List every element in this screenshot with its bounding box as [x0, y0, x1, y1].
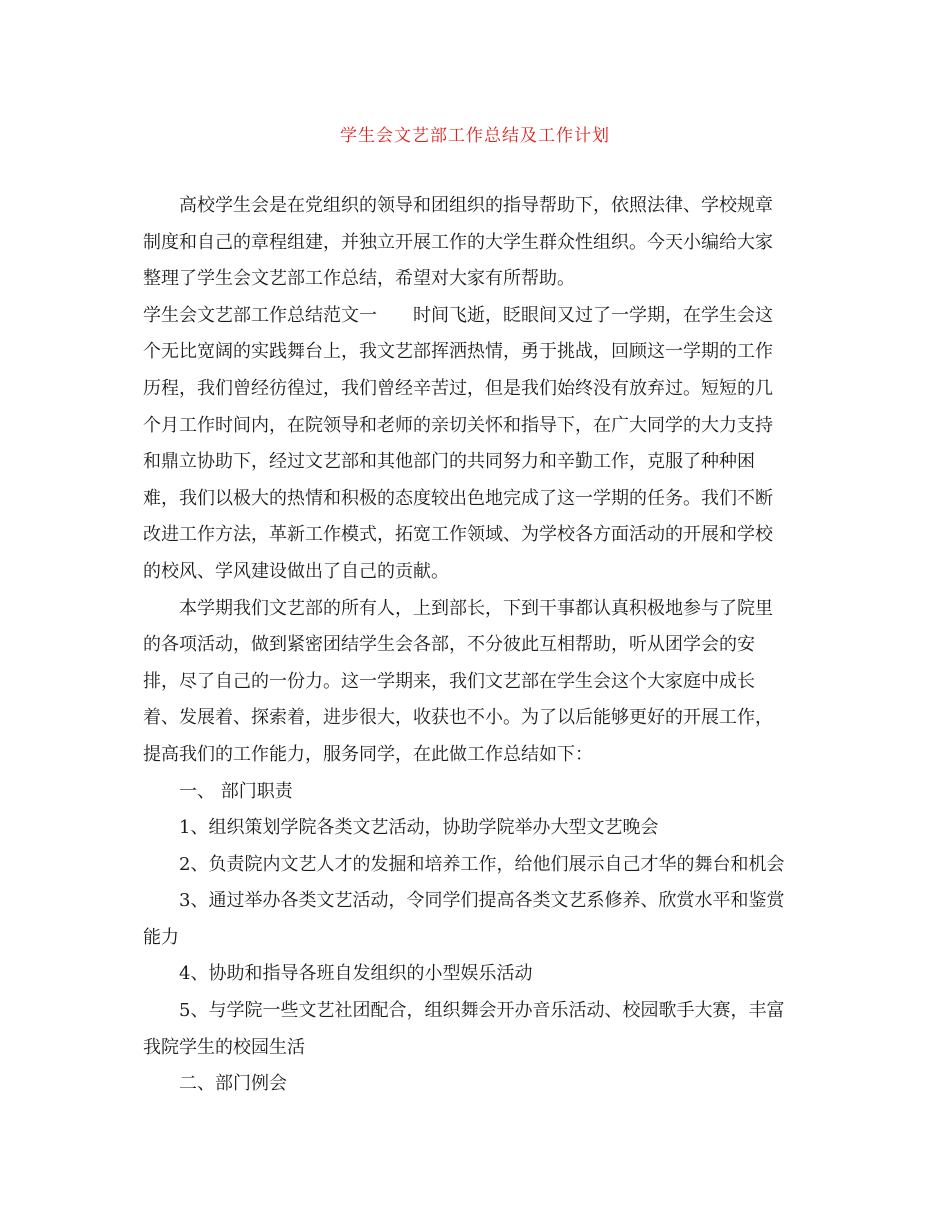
text-line: 排，尽了自己的一份力。这一学期来，我们文艺部在学生会这个大家庭中成长 [143, 670, 755, 692]
text-line: 个无比宽阔的实践舞台上，我文艺部挥洒热情，勇于挑战，回顾这一学期的工作 [143, 341, 773, 363]
text-line: 2、负责院内文艺人才的发掘和培养工作，给他们展示自己才华的舞台和机会 [179, 853, 785, 875]
text-line: 1、组织策划学院各类文艺活动，协助学院举办大型文艺晚会 [179, 817, 659, 839]
text-line: 我院学生的校园生活 [143, 1036, 305, 1058]
text-line: 整理了学生会文艺部工作总结，希望对大家有所帮助。 [143, 268, 575, 290]
text-line: 制度和自己的章程组建，并独立开展工作的大学生群众性组织。今天小编给大家 [143, 231, 773, 253]
text-line: 着、发展着、探索着，进步很大，收获也不小。为了以后能够更好的开展工作， [143, 707, 773, 729]
text-line: 4、协助和指导各班自发组织的小型娱乐活动 [179, 963, 533, 985]
text-line: 高校学生会是在党组织的领导和团组织的指导帮助下，依照法律、学校规章 [179, 195, 773, 216]
document-title: 学生会文艺部工作总结及工作计划 [340, 126, 610, 146]
text-line: 历程，我们曾经彷徨过，我们曾经辛苦过，但是我们始终没有放弃过。短短的几 [143, 377, 773, 399]
text-line: 提高我们的工作能力，服务同学，在此做工作总结如下： [143, 743, 593, 765]
text-line: 和鼎立协助下，经过文艺部和其他部门的共同努力和辛勤工作，克服了种种困 [143, 451, 755, 473]
text-line: 个月工作时间内，在院领导和老师的亲切关怀和指导下，在广大同学的大力支持 [143, 414, 773, 436]
document-body [143, 188, 807, 1103]
text-line: 能力 [143, 926, 179, 948]
text-line: 的校风、学风建设做出了自己的贡献。 [143, 560, 449, 582]
text-line: 一、 部门职责 [179, 780, 293, 802]
text-line: 5、与学院一些文艺社团配合，组织舞会开办音乐活动、校园歌手大赛，丰富 [179, 1000, 785, 1022]
text-line: 难，我们以极大的热情和积极的态度较出色地完成了这一学期的任务。我们不断 [143, 487, 773, 509]
text-line: 学生会文艺部工作总结范文一 时间飞逝，眨眼间又过了一学期，在学生会这 [143, 304, 773, 326]
text-line: 本学期我们文艺部的所有人，上到部长，下到干事都认真积极地参与了院里 [179, 597, 773, 619]
text-line: 改进工作方法，革新工作模式，拓宽工作领域、为学校各方面活动的开展和学校 [143, 524, 773, 546]
text-line: 3、通过举办各类文艺活动，令同学们提高各类文艺系修养、欣赏水平和鉴赏 [179, 890, 785, 912]
text-line: 二、部门例会 [179, 1073, 287, 1095]
text-line: 的各项活动，做到紧密团结学生会各部，不分彼此互相帮助，听从团学会的安 [143, 634, 755, 656]
